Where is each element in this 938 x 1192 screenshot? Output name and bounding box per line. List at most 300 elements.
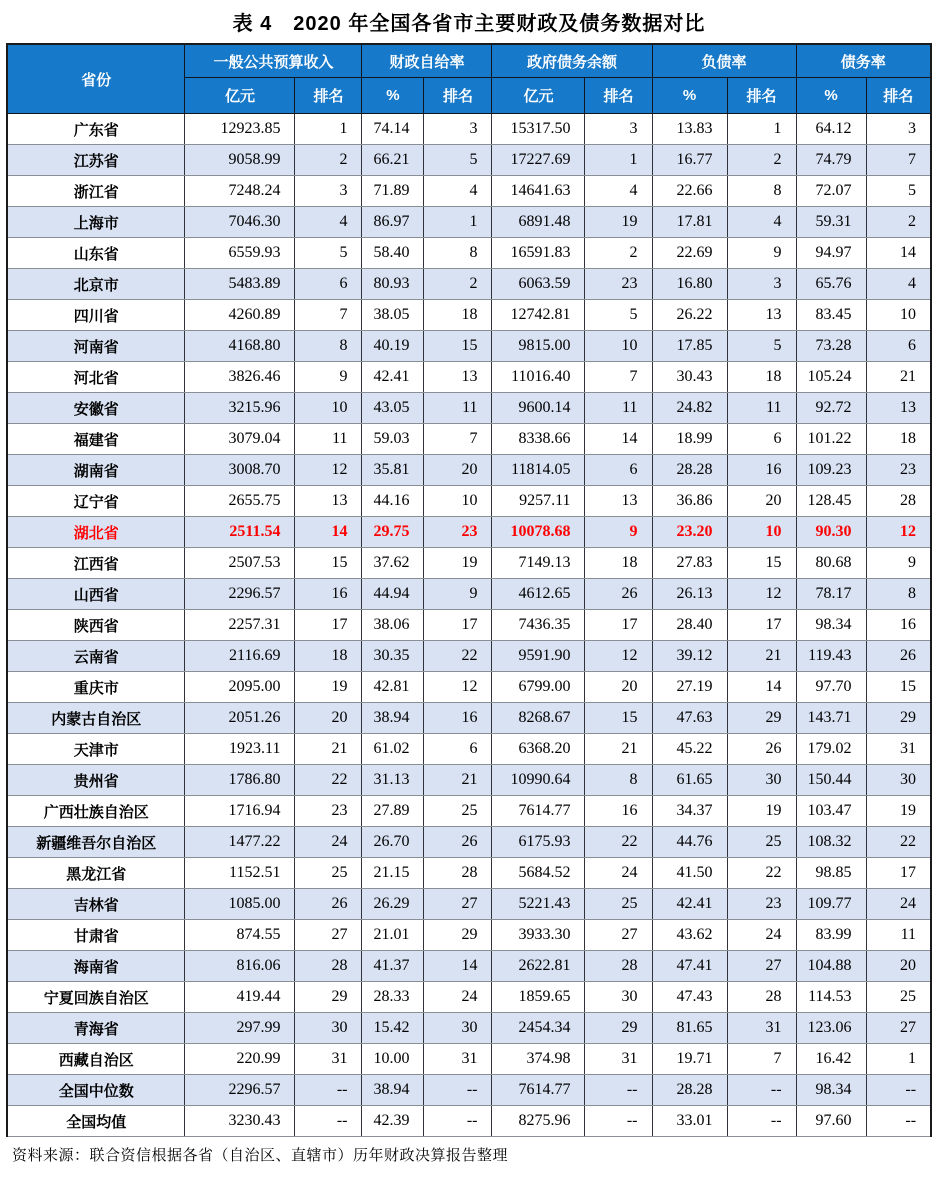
value-cell: 44.76 [652, 827, 727, 858]
value-cell: 1152.51 [185, 858, 295, 889]
value-cell: -- [866, 1106, 931, 1137]
value-cell: 8 [424, 238, 492, 269]
value-cell: 1 [424, 207, 492, 238]
value-cell: 1 [866, 1044, 931, 1075]
value-cell: 27.19 [652, 672, 727, 703]
value-cell: 8 [585, 765, 652, 796]
value-cell: 59.31 [796, 207, 866, 238]
value-cell: 27.89 [362, 796, 424, 827]
value-cell: 14 [585, 424, 652, 455]
value-cell: 26 [727, 734, 796, 765]
table-row [7, 889, 931, 920]
value-cell: 2 [295, 145, 362, 176]
value-cell: 8 [295, 331, 362, 362]
value-cell: 81.65 [652, 1013, 727, 1044]
value-cell: 22 [295, 765, 362, 796]
value-cell: 80.93 [362, 269, 424, 300]
value-cell: 17227.69 [492, 145, 585, 176]
value-cell: 15 [866, 672, 931, 703]
value-cell: 28 [295, 951, 362, 982]
value-cell: 16 [424, 703, 492, 734]
value-cell: 19 [295, 672, 362, 703]
value-cell: 6 [585, 455, 652, 486]
value-cell: 7 [866, 145, 931, 176]
value-cell: 297.99 [185, 1013, 295, 1044]
table-row [7, 641, 931, 672]
value-cell: 41.50 [652, 858, 727, 889]
value-cell: 874.55 [185, 920, 295, 951]
value-cell: 9257.11 [492, 486, 585, 517]
value-cell: 73.28 [796, 331, 866, 362]
value-cell: -- [424, 1106, 492, 1137]
value-cell: 7614.77 [492, 1075, 585, 1106]
value-cell: 30.35 [362, 641, 424, 672]
value-cell: 16.42 [796, 1044, 866, 1075]
value-cell: 38.06 [362, 610, 424, 641]
value-cell: 7614.77 [492, 796, 585, 827]
header-sub-debtratio-pct: % [796, 78, 866, 114]
value-cell: 24.82 [652, 393, 727, 424]
value-cell: 9 [727, 238, 796, 269]
value-cell: 21 [866, 362, 931, 393]
value-cell: 5 [866, 176, 931, 207]
value-cell: 97.60 [796, 1106, 866, 1137]
table-row [7, 579, 931, 610]
value-cell: 13 [585, 486, 652, 517]
value-cell: 4 [295, 207, 362, 238]
header-group-debt-balance: 政府债务余额 [492, 44, 652, 78]
value-cell: 30 [727, 765, 796, 796]
table-row [7, 207, 931, 238]
value-cell: 19 [727, 796, 796, 827]
value-cell: 94.97 [796, 238, 866, 269]
value-cell: 18 [585, 548, 652, 579]
value-cell: 3 [727, 269, 796, 300]
province-cell: 安徽省 [7, 393, 185, 424]
value-cell: 150.44 [796, 765, 866, 796]
value-cell: 16 [866, 610, 931, 641]
value-cell: 18 [295, 641, 362, 672]
value-cell: 128.45 [796, 486, 866, 517]
value-cell: 23 [585, 269, 652, 300]
table-row [7, 1075, 931, 1106]
value-cell: 29 [585, 1013, 652, 1044]
value-cell: 47.41 [652, 951, 727, 982]
province-cell: 海南省 [7, 951, 185, 982]
value-cell: 21.01 [362, 920, 424, 951]
value-cell: 16 [295, 579, 362, 610]
value-cell: 23 [424, 517, 492, 548]
value-cell: 21 [424, 765, 492, 796]
header-sub-self-pct: % [362, 78, 424, 114]
value-cell: 109.77 [796, 889, 866, 920]
value-cell: 12 [866, 517, 931, 548]
value-cell: 18.99 [652, 424, 727, 455]
value-cell: 18 [424, 300, 492, 331]
value-cell: 21.15 [362, 858, 424, 889]
value-cell: 7 [295, 300, 362, 331]
value-cell: 6 [866, 331, 931, 362]
table-row [7, 176, 931, 207]
value-cell: 19 [866, 796, 931, 827]
value-cell: 6799.00 [492, 672, 585, 703]
value-cell: 42.41 [362, 362, 424, 393]
value-cell: 86.97 [362, 207, 424, 238]
value-cell: 2 [866, 207, 931, 238]
value-cell: 61.65 [652, 765, 727, 796]
province-cell: 上海市 [7, 207, 185, 238]
province-cell: 江西省 [7, 548, 185, 579]
value-cell: 61.02 [362, 734, 424, 765]
header-group-self-sufficiency: 财政自给率 [362, 44, 492, 78]
table-row [7, 114, 931, 145]
province-cell: 福建省 [7, 424, 185, 455]
value-cell: 6559.93 [185, 238, 295, 269]
value-cell: 28.28 [652, 1075, 727, 1106]
value-cell: 20 [424, 455, 492, 486]
value-cell: 10990.64 [492, 765, 585, 796]
value-cell: 28.28 [652, 455, 727, 486]
table-row [7, 951, 931, 982]
value-cell: 30 [585, 982, 652, 1013]
table-row [7, 517, 931, 548]
value-cell: 220.99 [185, 1044, 295, 1075]
table-row [7, 1013, 931, 1044]
value-cell: 33.01 [652, 1106, 727, 1137]
value-cell: 2257.31 [185, 610, 295, 641]
value-cell: 1716.94 [185, 796, 295, 827]
value-cell: 3933.30 [492, 920, 585, 951]
value-cell: 29.75 [362, 517, 424, 548]
value-cell: 39.12 [652, 641, 727, 672]
value-cell: 15 [585, 703, 652, 734]
province-cell: 重庆市 [7, 672, 185, 703]
table-row [7, 393, 931, 424]
province-cell: 广东省 [7, 114, 185, 145]
page-title: 表 4 2020 年全国各省市主要财政及债务数据对比 [232, 13, 706, 35]
value-cell: 3 [424, 114, 492, 145]
value-cell: 37.62 [362, 548, 424, 579]
value-cell: 98.34 [796, 610, 866, 641]
value-cell: 1 [295, 114, 362, 145]
value-cell: 12 [424, 672, 492, 703]
value-cell: 43.62 [652, 920, 727, 951]
value-cell: 29 [866, 703, 931, 734]
value-cell: 8 [727, 176, 796, 207]
value-cell: 6 [295, 269, 362, 300]
value-cell: 2116.69 [185, 641, 295, 672]
value-cell: 4260.89 [185, 300, 295, 331]
table-row [7, 827, 931, 858]
value-cell: 27 [866, 1013, 931, 1044]
value-cell: 15.42 [362, 1013, 424, 1044]
value-cell: 97.70 [796, 672, 866, 703]
value-cell: 16 [727, 455, 796, 486]
value-cell: 12 [295, 455, 362, 486]
value-cell: 104.88 [796, 951, 866, 982]
value-cell: 40.19 [362, 331, 424, 362]
value-cell: 5 [424, 145, 492, 176]
value-cell: 80.68 [796, 548, 866, 579]
value-cell: 7 [585, 362, 652, 393]
value-cell: 4 [866, 269, 931, 300]
value-cell: 419.44 [185, 982, 295, 1013]
value-cell: 9600.14 [492, 393, 585, 424]
province-cell: 北京市 [7, 269, 185, 300]
value-cell: 19 [424, 548, 492, 579]
province-cell: 广西壮族自治区 [7, 796, 185, 827]
value-cell: 9 [424, 579, 492, 610]
value-cell: 23.20 [652, 517, 727, 548]
value-cell: 1477.22 [185, 827, 295, 858]
value-cell: 17 [424, 610, 492, 641]
value-cell: 2655.75 [185, 486, 295, 517]
value-cell: 72.07 [796, 176, 866, 207]
value-cell: 101.22 [796, 424, 866, 455]
value-cell: 5221.43 [492, 889, 585, 920]
table-header [7, 44, 931, 114]
value-cell: 29 [727, 703, 796, 734]
value-cell: 5 [727, 331, 796, 362]
value-cell: 65.76 [796, 269, 866, 300]
value-cell: 14641.63 [492, 176, 585, 207]
table-row [7, 455, 931, 486]
value-cell: 19.71 [652, 1044, 727, 1075]
value-cell: 22.66 [652, 176, 727, 207]
value-cell: 11 [585, 393, 652, 424]
value-cell: 24 [585, 858, 652, 889]
value-cell: 2296.57 [185, 579, 295, 610]
value-cell: 26 [866, 641, 931, 672]
province-cell: 辽宁省 [7, 486, 185, 517]
value-cell: 374.98 [492, 1044, 585, 1075]
value-cell: 11814.05 [492, 455, 585, 486]
value-cell: 47.43 [652, 982, 727, 1013]
value-cell: 5684.52 [492, 858, 585, 889]
value-cell: 25 [727, 827, 796, 858]
value-cell: 3 [295, 176, 362, 207]
value-cell: 6063.59 [492, 269, 585, 300]
value-cell: 1 [727, 114, 796, 145]
value-cell: 19 [585, 207, 652, 238]
value-cell: 10 [585, 331, 652, 362]
value-cell: 8 [866, 579, 931, 610]
value-cell: 92.72 [796, 393, 866, 424]
value-cell: 7 [727, 1044, 796, 1075]
value-cell: 27.83 [652, 548, 727, 579]
value-cell: 816.06 [185, 951, 295, 982]
value-cell: 9 [585, 517, 652, 548]
province-cell: 湖南省 [7, 455, 185, 486]
value-cell: 30 [424, 1013, 492, 1044]
value-cell: 11 [866, 920, 931, 951]
value-cell: 42.81 [362, 672, 424, 703]
value-cell: 38.94 [362, 703, 424, 734]
value-cell: 12742.81 [492, 300, 585, 331]
value-cell: 83.45 [796, 300, 866, 331]
province-cell: 河南省 [7, 331, 185, 362]
table-row [7, 362, 931, 393]
value-cell: 15 [424, 331, 492, 362]
value-cell: 27 [585, 920, 652, 951]
value-cell: 14 [295, 517, 362, 548]
value-cell: 114.53 [796, 982, 866, 1013]
table-row [7, 145, 931, 176]
value-cell: 1786.80 [185, 765, 295, 796]
value-cell: 26.13 [652, 579, 727, 610]
value-cell: 9 [866, 548, 931, 579]
province-cell: 湖北省 [7, 517, 185, 548]
value-cell: 2507.53 [185, 548, 295, 579]
value-cell: 12923.85 [185, 114, 295, 145]
value-cell: 13 [424, 362, 492, 393]
value-cell: 28 [424, 858, 492, 889]
value-cell: 2095.00 [185, 672, 295, 703]
value-cell: 26.29 [362, 889, 424, 920]
data-source-note: 资料来源：联合资信根据各省（自治区、直辖市）历年财政决算报告整理 [12, 1148, 509, 1164]
value-cell: 25 [424, 796, 492, 827]
value-cell: 10 [295, 393, 362, 424]
value-cell: -- [727, 1075, 796, 1106]
fiscal-debt-table [6, 43, 932, 1137]
value-cell: 58.40 [362, 238, 424, 269]
value-cell: 27 [295, 920, 362, 951]
header-sub-revenue-amount: 亿元 [185, 78, 295, 114]
value-cell: 83.99 [796, 920, 866, 951]
value-cell: 31 [585, 1044, 652, 1075]
value-cell: 2622.81 [492, 951, 585, 982]
value-cell: 59.03 [362, 424, 424, 455]
value-cell: 3008.70 [185, 455, 295, 486]
province-cell: 江苏省 [7, 145, 185, 176]
table-row [7, 703, 931, 734]
value-cell: 31 [727, 1013, 796, 1044]
value-cell: -- [866, 1075, 931, 1106]
value-cell: 4168.80 [185, 331, 295, 362]
value-cell: 44.94 [362, 579, 424, 610]
value-cell: 21 [295, 734, 362, 765]
value-cell: 13 [866, 393, 931, 424]
value-cell: 17 [295, 610, 362, 641]
value-cell: 7248.24 [185, 176, 295, 207]
value-cell: 38.94 [362, 1075, 424, 1106]
value-cell: 9815.00 [492, 331, 585, 362]
value-cell: 36.86 [652, 486, 727, 517]
table-row [7, 548, 931, 579]
table-row [7, 424, 931, 455]
table-row [7, 1106, 931, 1137]
value-cell: 18 [866, 424, 931, 455]
value-cell: 30.43 [652, 362, 727, 393]
header-group-row [7, 44, 931, 78]
value-cell: 14 [727, 672, 796, 703]
value-cell: 17.85 [652, 331, 727, 362]
value-cell: 71.89 [362, 176, 424, 207]
value-cell: 16591.83 [492, 238, 585, 269]
value-cell: 12 [585, 641, 652, 672]
value-cell: 13 [727, 300, 796, 331]
value-cell: 25 [585, 889, 652, 920]
table-row [7, 486, 931, 517]
value-cell: 26 [295, 889, 362, 920]
value-cell: 5 [585, 300, 652, 331]
value-cell: 6 [727, 424, 796, 455]
table-row [7, 1044, 931, 1075]
value-cell: 64.12 [796, 114, 866, 145]
province-cell: 云南省 [7, 641, 185, 672]
value-cell: 119.43 [796, 641, 866, 672]
value-cell: 74.79 [796, 145, 866, 176]
value-cell: 28 [866, 486, 931, 517]
value-cell: 28.40 [652, 610, 727, 641]
value-cell: 6 [424, 734, 492, 765]
province-cell: 河北省 [7, 362, 185, 393]
value-cell: 108.32 [796, 827, 866, 858]
value-cell: 9 [295, 362, 362, 393]
value-cell: 17 [727, 610, 796, 641]
value-cell: 4 [424, 176, 492, 207]
value-cell: 98.34 [796, 1075, 866, 1106]
value-cell: 34.37 [652, 796, 727, 827]
value-cell: 31 [424, 1044, 492, 1075]
value-cell: 15 [295, 548, 362, 579]
value-cell: 66.21 [362, 145, 424, 176]
value-cell: 6368.20 [492, 734, 585, 765]
header-sub-liability-pct: % [652, 78, 727, 114]
value-cell: 42.39 [362, 1106, 424, 1137]
value-cell: 7046.30 [185, 207, 295, 238]
value-cell: 2 [585, 238, 652, 269]
header-group-budget-revenue: 一般公共预算收入 [185, 44, 362, 78]
value-cell: 15317.50 [492, 114, 585, 145]
value-cell: 143.71 [796, 703, 866, 734]
table-row [7, 765, 931, 796]
value-cell: 23 [866, 455, 931, 486]
value-cell: 179.02 [796, 734, 866, 765]
value-cell: 8275.96 [492, 1106, 585, 1137]
value-cell: 18 [727, 362, 796, 393]
value-cell: 22 [424, 641, 492, 672]
value-cell: 16 [585, 796, 652, 827]
value-cell: 109.23 [796, 455, 866, 486]
province-cell: 全国中位数 [7, 1075, 185, 1106]
value-cell: 1085.00 [185, 889, 295, 920]
header-sub-debt-amount: 亿元 [492, 78, 585, 114]
value-cell: 21 [727, 641, 796, 672]
value-cell: 21 [585, 734, 652, 765]
value-cell: 20 [295, 703, 362, 734]
value-cell: 31 [866, 734, 931, 765]
header-sub-revenue-rank: 排名 [295, 78, 362, 114]
value-cell: 10.00 [362, 1044, 424, 1075]
province-cell: 新疆维吾尔自治区 [7, 827, 185, 858]
value-cell: 26.22 [652, 300, 727, 331]
value-cell: 28.33 [362, 982, 424, 1013]
value-cell: 3230.43 [185, 1106, 295, 1137]
value-cell: 2 [727, 145, 796, 176]
value-cell: 24 [295, 827, 362, 858]
value-cell: 14 [866, 238, 931, 269]
value-cell: 2 [424, 269, 492, 300]
value-cell: 17.81 [652, 207, 727, 238]
value-cell: 7149.13 [492, 548, 585, 579]
value-cell: 9058.99 [185, 145, 295, 176]
province-cell: 浙江省 [7, 176, 185, 207]
table-row [7, 734, 931, 765]
value-cell: 103.47 [796, 796, 866, 827]
value-cell: 6891.48 [492, 207, 585, 238]
value-cell: 11016.40 [492, 362, 585, 393]
